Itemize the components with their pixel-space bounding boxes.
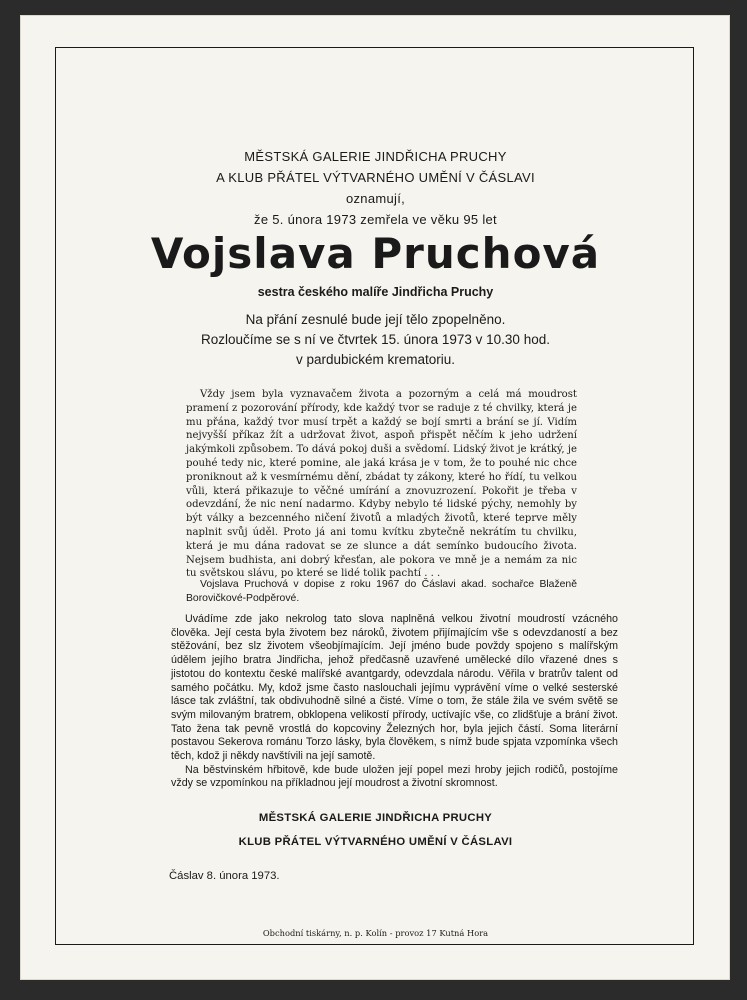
header-line-1: MĚSTSKÁ GALERIE JINDŘICHA PRUCHY	[244, 149, 507, 164]
paper-sheet	[20, 15, 730, 980]
letter-source: Vojslava Pruchová v dopise z roku 1967 do Čáslavi akad. sochařce Blaženě Borovičkové-Podpěrové.	[186, 579, 577, 604]
obituary-paragraph-1: Uvádíme zde jako nekrolog tato slova naplněná velkou životní moudrostí vzácného člověka. Její cesta byla životem bez nároků, životem přijímajícím vše s odevzdaností a bez stěžování, bez slz životem všeobjímajícím. Její jméno bude povždy spojeno s malířským údělem jejího bratra Jindřicha, jehož předčasně uzavřené umělecké dílo vřazené dnes s jistotou do kontextu české malířské avantgardy, odevzdala národu. Věřila v bratrův talent od samého počátku. My, kdož jsme často naslouchali jejímu vyprávění víme o velké sesterské lásce tak zvláštní, tak obdivuhodně silné a čisté. Víme o tom, že stále žila ve svém světě se svým milovaným bratrem, obklopena velikostí přírody, uctívajíc vše, co zlidšťuje a brání život. Tato žena tak pevně vrostlá do kopcoviny Železných hor, byla jejich částí. Soma literární postavou Sekerova románu Torzo lásky, byla člověkem, s nímž bude spjata vzpomínka všech těch, kdož ji někdy navštívili na její samotě.	[171, 613, 618, 763]
signature-line-1: MĚSTSKÁ GALERIE JINDŘICHA PRUCHY	[258, 812, 493, 824]
obituary	[171, 613, 618, 791]
header-line-2: A KLUB PŘÁTEL VÝTVARNÉHO UMĚNÍ V ČÁSLAVI	[216, 170, 535, 185]
place-date: Čáslav 8. února 1973.	[169, 870, 280, 882]
quoted-letter	[186, 388, 577, 581]
deceased-name: Vojslava Pruchová	[150, 229, 601, 278]
funeral-notice	[56, 310, 695, 370]
header-organizer	[56, 146, 695, 230]
notice-line-1: Na přání zesnulé bude její tělo zpopelněno.	[245, 312, 506, 327]
header-line-3: oznamují,	[345, 191, 406, 206]
notice-line-3: v pardubickém krematoriu.	[295, 352, 456, 367]
obituary-paragraph-2: Na běstvinském hřbitově, kde bude uložen její popel mezi hroby jejich rodičů, postojíme vždy se vzpomínkou na příkladnou její moudrost a životní skromnost.	[171, 763, 618, 790]
border-frame	[55, 47, 694, 945]
printer-credit: Obchodní tiskárny, n. p. Kolín - provoz 17 Kutná Hora	[262, 928, 489, 938]
deceased-subtitle: sestra českého malíře Jindřicha Pruchy	[257, 285, 494, 299]
header-line-4: že 5. února 1973 zemřela ve věku 95 let	[254, 212, 497, 227]
quoted-letter-text: Vždy jsem byla vyznavačem života a pozorným a celá má moudrost pramení z pozorování přírody, kde každý tvor se raduje z té chvilky, která je mu přána, každý tvor musí trpět a každý se bojí smrti a brání se jí. Vidím nejvyšší příkaz žít a udržovat život, aspoň přispět něčím k jeho udržení jakýmkoli způsobem. To dává pokoj duši a svědomí. Lidský život je krátký, je pouhé tedy nic, které pomine, ale jaká krása je v tom, že to pouhé nic chce proniknout až k vesmírnému dění, zbádat ty zákony, které ho řídí, tu velkou vůli, která přikazuje to věčné umírání a znovuzrození. Pokořit je třeba v odevzdání, že nic není nadarmo. Kdyby nebylo té lidské pýchy, nemohly by být války a bezcenného ničení životů a mladých životů, které teprve měly naplnit svůj úděl. Proto já ani tomu kvítku zbytečně nekrátím tu chvilku, která je mu dána radovat se ze slunce a dát semínko budoucího života. Nejsem budhista, ani dobrý křesťan, ale pokora ve mně je a nemám za nic tu světskou slávu, po které se lidé tolik pachtí . . .	[186, 389, 577, 580]
signature-line-2: KLUB PŘÁTEL VÝTVARNÉHO UMĚNÍ V ČÁSLAVI	[238, 836, 513, 848]
notice-line-2: Rozloučíme se s ní ve čtvrtek 15. února 1973 v 10.30 hod.	[201, 332, 550, 347]
